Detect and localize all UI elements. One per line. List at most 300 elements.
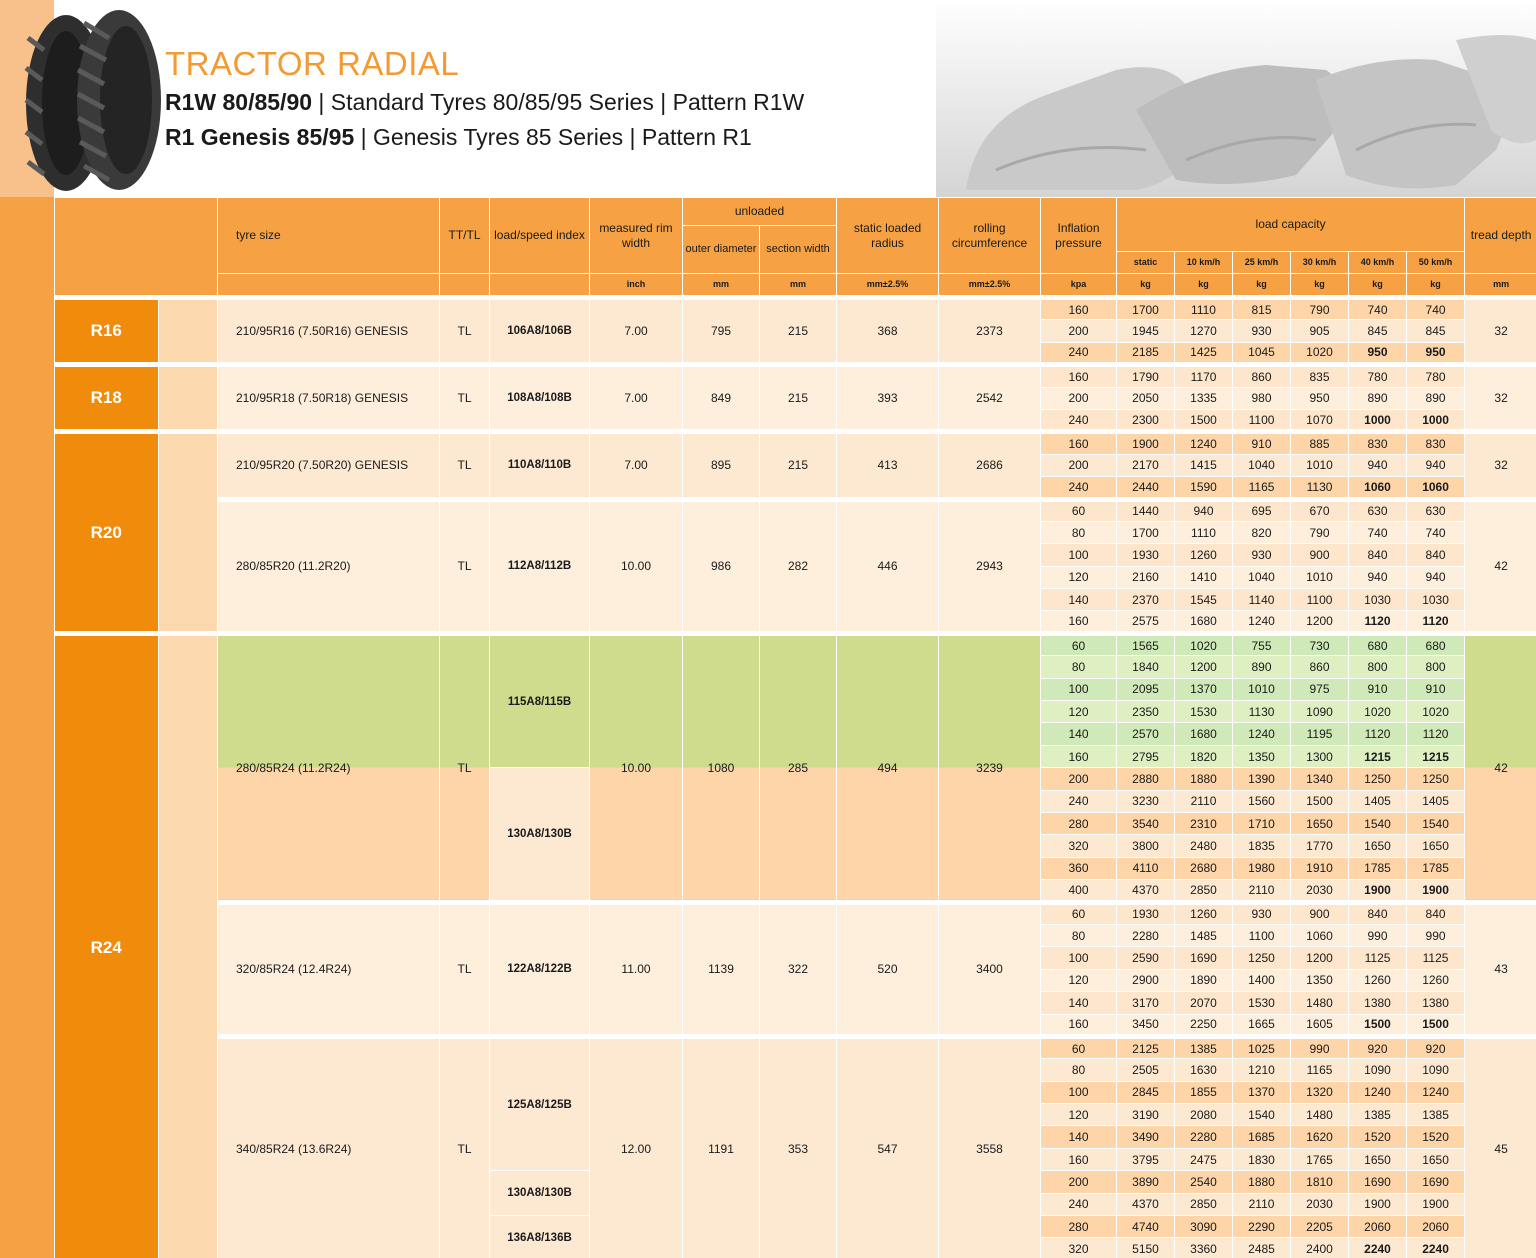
load-capacity-value: 1770: [1291, 835, 1349, 857]
rim-blank-column: [159, 633, 218, 1258]
inflation-pressure-value: 240: [1041, 1193, 1117, 1215]
load-capacity-value: 1480: [1291, 992, 1349, 1014]
load-capacity-value: 3795: [1117, 1148, 1175, 1170]
load-capacity-value: 1300: [1291, 745, 1349, 767]
load-capacity-value: 1020: [1349, 701, 1407, 723]
load-capacity-value: 2095: [1117, 678, 1175, 700]
unit-load-50: kg: [1407, 274, 1465, 298]
col-tread-depth: tread depth: [1465, 198, 1536, 274]
unit-blank-tt: [440, 274, 490, 298]
load-capacity-value: 1900: [1407, 880, 1465, 902]
inflation-pressure-value: 160: [1041, 745, 1117, 767]
tyre-size: 210/95R16 (7.50R16) GENESIS: [218, 298, 440, 365]
inflation-pressure-value: 140: [1041, 589, 1117, 611]
load-capacity-value: 1250: [1349, 768, 1407, 790]
spec-table-body: [55, 298, 1536, 1258]
load-capacity-value: 1650: [1407, 835, 1465, 857]
load-capacity-value: 905: [1291, 320, 1349, 342]
load-capacity-value: 2250: [1175, 1014, 1233, 1036]
load-capacity-value: 1200: [1291, 947, 1349, 969]
load-capacity-value: 780: [1407, 365, 1465, 387]
load-capacity-value: 1260: [1349, 969, 1407, 991]
tractor-tyre-image: [14, 8, 174, 193]
load-capacity-value: 2080: [1175, 1104, 1233, 1126]
load-capacity-value: 1250: [1407, 768, 1465, 790]
load-capacity-value: 1485: [1175, 924, 1233, 946]
load-capacity-value: 1540: [1233, 1104, 1291, 1126]
load-capacity-value: 1790: [1117, 365, 1175, 387]
rim-width: 10.00: [590, 499, 683, 633]
load-capacity-value: 1060: [1291, 924, 1349, 946]
load-capacity-value: 1030: [1349, 589, 1407, 611]
page-header: [0, 0, 1536, 197]
col-speed-1: 10 km/h: [1175, 252, 1233, 274]
rim-size-label: R16: [55, 298, 159, 365]
inflation-pressure-value: 400: [1041, 880, 1117, 902]
tt-tl: TL: [440, 1036, 490, 1258]
load-capacity-value: 740: [1407, 521, 1465, 543]
load-capacity-value: 910: [1233, 432, 1291, 454]
inflation-pressure-value: 100: [1041, 678, 1117, 700]
load-capacity-value: 1270: [1175, 320, 1233, 342]
outer-diameter: 986: [683, 499, 760, 633]
unit-blank-index: [490, 274, 590, 298]
load-capacity-value: 1130: [1233, 701, 1291, 723]
page-title: TRACTOR RADIAL: [165, 45, 460, 82]
col-unloaded: unloaded: [683, 198, 837, 226]
tread-depth: 32: [1465, 432, 1536, 499]
load-speed-index: 130A8/130B: [490, 1171, 590, 1216]
rim-size-label: R20: [55, 432, 159, 634]
load-speed-index: 115A8/115B: [490, 633, 590, 767]
load-capacity-value: 3170: [1117, 992, 1175, 1014]
load-capacity-value: 780: [1349, 365, 1407, 387]
col-speed-3: 30 km/h: [1291, 252, 1349, 274]
unit-load-10: kg: [1175, 274, 1233, 298]
table-row: [55, 633, 1536, 655]
series-name-genesis: R1 Genesis 85/95: [165, 124, 355, 150]
inflation-pressure-value: 60: [1041, 633, 1117, 655]
rim-size-label: R18: [55, 365, 159, 432]
load-capacity-value: 1650: [1291, 812, 1349, 834]
load-capacity-value: 1000: [1407, 409, 1465, 431]
load-capacity-value: 840: [1407, 544, 1465, 566]
load-capacity-value: 1240: [1407, 1081, 1465, 1103]
inflation-pressure-value: 160: [1041, 1148, 1117, 1170]
load-capacity-value: 1260: [1175, 544, 1233, 566]
load-capacity-value: 890: [1349, 387, 1407, 409]
load-capacity-value: 990: [1407, 924, 1465, 946]
load-capacity-value: 800: [1349, 656, 1407, 678]
load-capacity-value: 940: [1175, 499, 1233, 521]
rim-blank-column: [159, 365, 218, 432]
inflation-pressure-value: 200: [1041, 768, 1117, 790]
load-capacity-value: 1340: [1291, 768, 1349, 790]
inflation-pressure-value: 100: [1041, 947, 1117, 969]
inflation-pressure-value: 240: [1041, 477, 1117, 499]
section-width: 215: [760, 432, 837, 499]
rim-width: 11.00: [590, 902, 683, 1036]
load-capacity-value: 885: [1291, 432, 1349, 454]
load-capacity-value: 2680: [1175, 857, 1233, 879]
load-capacity-value: 2795: [1117, 745, 1175, 767]
load-capacity-value: 1030: [1407, 589, 1465, 611]
load-capacity-value: 1785: [1407, 857, 1465, 879]
load-capacity-value: 910: [1407, 678, 1465, 700]
load-capacity-value: 840: [1349, 544, 1407, 566]
load-speed-index: 130A8/130B: [490, 768, 590, 902]
load-capacity-value: 1500: [1407, 1014, 1465, 1036]
load-capacity-value: 2370: [1117, 589, 1175, 611]
load-capacity-value: 2110: [1175, 790, 1233, 812]
load-capacity-value: 2575: [1117, 611, 1175, 633]
load-capacity-value: 2480: [1175, 835, 1233, 857]
load-capacity-value: 1260: [1175, 902, 1233, 924]
load-capacity-value: 2300: [1117, 409, 1175, 431]
load-capacity-value: 1200: [1175, 656, 1233, 678]
static-loaded-radius: 446: [837, 499, 939, 633]
load-capacity-value: 1620: [1291, 1126, 1349, 1148]
inflation-pressure-value: 240: [1041, 342, 1117, 364]
load-capacity-value: 1520: [1349, 1126, 1407, 1148]
unit-load-25: kg: [1233, 274, 1291, 298]
load-capacity-value: 2280: [1117, 924, 1175, 946]
inflation-pressure-value: 240: [1041, 409, 1117, 431]
outer-diameter: 849: [683, 365, 760, 432]
unit-static-radius: mm±2.5%: [837, 274, 939, 298]
load-capacity-value: 1320: [1291, 1081, 1349, 1103]
inflation-pressure-value: 140: [1041, 1126, 1117, 1148]
rolling-circumference: 3239: [939, 633, 1041, 902]
load-capacity-value: 980: [1233, 387, 1291, 409]
load-capacity-value: 630: [1407, 499, 1465, 521]
load-capacity-value: 2350: [1117, 701, 1175, 723]
load-capacity-value: 3890: [1117, 1171, 1175, 1193]
load-capacity-value: 3800: [1117, 835, 1175, 857]
load-capacity-value: 1090: [1407, 1059, 1465, 1081]
load-capacity-value: 740: [1407, 298, 1465, 320]
load-capacity-value: 815: [1233, 298, 1291, 320]
static-loaded-radius: 368: [837, 298, 939, 365]
load-capacity-value: 830: [1349, 432, 1407, 454]
load-capacity-value: 1335: [1175, 387, 1233, 409]
load-capacity-value: 1130: [1291, 477, 1349, 499]
load-capacity-value: 830: [1407, 432, 1465, 454]
load-capacity-value: 680: [1349, 633, 1407, 655]
col-speed-4: 40 km/h: [1349, 252, 1407, 274]
load-capacity-value: 1385: [1349, 1104, 1407, 1126]
inflation-pressure-value: 100: [1041, 1081, 1117, 1103]
tt-tl: TL: [440, 633, 490, 902]
col-rolling-circumference: rolling circumference: [939, 198, 1041, 274]
load-capacity-value: 1195: [1291, 723, 1349, 745]
col-load-capacity: load capacity: [1117, 198, 1465, 252]
load-capacity-value: 1880: [1233, 1171, 1291, 1193]
load-capacity-value: 1370: [1175, 678, 1233, 700]
load-capacity-value: 3090: [1175, 1216, 1233, 1238]
load-capacity-value: 1090: [1349, 1059, 1407, 1081]
inflation-pressure-value: 160: [1041, 1014, 1117, 1036]
header-blank: [55, 198, 218, 298]
load-capacity-value: 1200: [1291, 611, 1349, 633]
load-capacity-value: 2485: [1233, 1238, 1291, 1258]
load-capacity-value: 3230: [1117, 790, 1175, 812]
col-section-width: section width: [760, 226, 837, 274]
inflation-pressure-value: 200: [1041, 1171, 1117, 1193]
inflation-pressure-value: 360: [1041, 857, 1117, 879]
load-capacity-value: 1020: [1407, 701, 1465, 723]
load-capacity-value: 1900: [1349, 1193, 1407, 1215]
load-capacity-value: 1680: [1175, 723, 1233, 745]
inflation-pressure-value: 80: [1041, 656, 1117, 678]
inflation-pressure-value: 80: [1041, 1059, 1117, 1081]
tt-tl: TL: [440, 365, 490, 432]
load-capacity-value: 2440: [1117, 477, 1175, 499]
load-capacity-value: 1385: [1175, 1036, 1233, 1058]
load-capacity-value: 1410: [1175, 566, 1233, 588]
load-capacity-value: 1500: [1291, 790, 1349, 812]
unit-tread-depth: mm: [1465, 274, 1536, 298]
load-capacity-value: 920: [1407, 1036, 1465, 1058]
inflation-pressure-value: 200: [1041, 320, 1117, 342]
table-row: [55, 1036, 1536, 1058]
load-speed-index: 108A8/108B: [490, 365, 590, 432]
load-capacity-value: 1440: [1117, 499, 1175, 521]
load-capacity-value: 1830: [1233, 1148, 1291, 1170]
load-capacity-value: 1900: [1349, 880, 1407, 902]
load-capacity-value: 1500: [1175, 409, 1233, 431]
rim-width: 7.00: [590, 298, 683, 365]
inflation-pressure-value: 320: [1041, 835, 1117, 857]
load-capacity-value: 2170: [1117, 454, 1175, 476]
table-row: [55, 499, 1536, 521]
load-capacity-value: 1630: [1175, 1059, 1233, 1081]
tread-depth: 32: [1465, 365, 1536, 432]
load-capacity-value: 1165: [1291, 1059, 1349, 1081]
load-capacity-value: 4370: [1117, 880, 1175, 902]
load-capacity-value: 820: [1233, 521, 1291, 543]
load-capacity-value: 1370: [1233, 1081, 1291, 1103]
load-capacity-value: 1380: [1407, 992, 1465, 1014]
inflation-pressure-value: 120: [1041, 701, 1117, 723]
inflation-pressure-value: 120: [1041, 969, 1117, 991]
load-capacity-value: 2050: [1117, 387, 1175, 409]
outer-diameter: 1191: [683, 1036, 760, 1258]
section-width: 353: [760, 1036, 837, 1258]
load-speed-index: 136A8/136B: [490, 1216, 590, 1258]
load-capacity-value: 630: [1349, 499, 1407, 521]
load-capacity-value: 740: [1349, 521, 1407, 543]
load-capacity-value: 1020: [1291, 342, 1349, 364]
load-capacity-value: 1060: [1407, 477, 1465, 499]
outer-diameter: 1080: [683, 633, 760, 902]
load-capacity-value: 3190: [1117, 1104, 1175, 1126]
tyre-size: 280/85R24 (11.2R24): [218, 633, 440, 902]
tyre-size: 210/95R20 (7.50R20) GENESIS: [218, 432, 440, 499]
inflation-pressure-value: 160: [1041, 365, 1117, 387]
load-capacity-value: 1210: [1233, 1059, 1291, 1081]
load-capacity-value: 1785: [1349, 857, 1407, 879]
table-row: [55, 432, 1536, 454]
load-capacity-value: 2505: [1117, 1059, 1175, 1081]
load-capacity-value: 2280: [1175, 1126, 1233, 1148]
section-width: 322: [760, 902, 837, 1036]
load-capacity-value: 1425: [1175, 342, 1233, 364]
load-capacity-value: 2290: [1233, 1216, 1291, 1238]
rim-blank-column: [159, 298, 218, 365]
static-loaded-radius: 494: [837, 633, 939, 902]
table-row: [55, 298, 1536, 320]
load-capacity-value: 1820: [1175, 745, 1233, 767]
outer-diameter: 795: [683, 298, 760, 365]
load-capacity-value: 1110: [1175, 521, 1233, 543]
outer-diameter: 895: [683, 432, 760, 499]
load-speed-index: 122A8/122B: [490, 902, 590, 1036]
tt-tl: TL: [440, 298, 490, 365]
series-name-r1w: R1W 80/85/90: [165, 89, 313, 115]
load-capacity-value: 755: [1233, 633, 1291, 655]
load-capacity-value: 1070: [1291, 409, 1349, 431]
load-capacity-value: 730: [1291, 633, 1349, 655]
inflation-pressure-value: 160: [1041, 432, 1117, 454]
load-capacity-value: 1120: [1407, 611, 1465, 633]
tt-tl: TL: [440, 902, 490, 1036]
inflation-pressure-value: 60: [1041, 902, 1117, 924]
col-load-speed-index: load/speed index: [490, 198, 590, 274]
load-capacity-value: 1650: [1349, 1148, 1407, 1170]
load-capacity-value: 695: [1233, 499, 1291, 521]
load-capacity-value: 1040: [1233, 454, 1291, 476]
unit-blank-size: [218, 274, 440, 298]
unit-rolling: mm±2.5%: [939, 274, 1041, 298]
rim-width: 7.00: [590, 365, 683, 432]
col-speed-2: 25 km/h: [1233, 252, 1291, 274]
col-tt-tl: TT/TL: [440, 198, 490, 274]
load-capacity-value: 940: [1407, 454, 1465, 476]
outer-diameter: 1139: [683, 902, 760, 1036]
load-capacity-value: 2845: [1117, 1081, 1175, 1103]
section-width: 285: [760, 633, 837, 902]
tyre-spec-table: [54, 197, 1536, 1258]
load-capacity-value: 900: [1291, 544, 1349, 566]
load-capacity-value: 930: [1233, 320, 1291, 342]
rolling-circumference: 2686: [939, 432, 1041, 499]
load-capacity-value: 2850: [1175, 1193, 1233, 1215]
load-speed-index: 112A8/112B: [490, 499, 590, 633]
rolling-circumference: 2943: [939, 499, 1041, 633]
section-width: 215: [760, 365, 837, 432]
series-description-genesis: | Genesis Tyres 85 Series | Pattern R1: [354, 124, 752, 150]
load-speed-index: 125A8/125B: [490, 1036, 590, 1170]
load-capacity-value: 950: [1349, 342, 1407, 364]
load-capacity-value: 1900: [1117, 432, 1175, 454]
load-capacity-value: 2070: [1175, 992, 1233, 1014]
load-capacity-value: 2240: [1407, 1238, 1465, 1258]
load-capacity-value: 1380: [1349, 992, 1407, 1014]
load-capacity-value: 800: [1407, 656, 1465, 678]
load-capacity-value: 1565: [1117, 633, 1175, 655]
load-capacity-value: 2160: [1117, 566, 1175, 588]
load-speed-index: 106A8/106B: [490, 298, 590, 365]
load-capacity-value: 930: [1233, 902, 1291, 924]
load-capacity-value: 845: [1349, 320, 1407, 342]
tread-depth: 42: [1465, 633, 1536, 902]
load-capacity-value: 1605: [1291, 1014, 1349, 1036]
load-capacity-value: 680: [1407, 633, 1465, 655]
load-capacity-value: 2060: [1407, 1216, 1465, 1238]
load-capacity-value: 3360: [1175, 1238, 1233, 1258]
tread-depth: 32: [1465, 298, 1536, 365]
load-speed-index: 110A8/110B: [490, 432, 590, 499]
load-capacity-value: 1480: [1291, 1104, 1349, 1126]
load-capacity-value: 1545: [1175, 589, 1233, 611]
load-capacity-value: 1530: [1175, 701, 1233, 723]
load-capacity-value: 1540: [1407, 812, 1465, 834]
load-capacity-value: 1540: [1349, 812, 1407, 834]
col-outer-diameter: outer diameter: [683, 226, 760, 274]
unit-load-static: kg: [1117, 274, 1175, 298]
inflation-pressure-value: 240: [1041, 790, 1117, 812]
load-capacity-value: 1060: [1349, 477, 1407, 499]
load-capacity-value: 4110: [1117, 857, 1175, 879]
load-capacity-value: 1840: [1117, 656, 1175, 678]
load-capacity-value: 1010: [1291, 454, 1349, 476]
load-capacity-value: 1100: [1233, 409, 1291, 431]
load-capacity-value: 1025: [1233, 1036, 1291, 1058]
load-capacity-value: 1650: [1407, 1148, 1465, 1170]
load-capacity-value: 1930: [1117, 544, 1175, 566]
rolling-circumference: 2373: [939, 298, 1041, 365]
col-inflation-pressure: Inflation pressure: [1041, 198, 1117, 274]
load-capacity-value: 2475: [1175, 1148, 1233, 1170]
load-capacity-value: 1110: [1175, 298, 1233, 320]
load-capacity-value: 2400: [1291, 1238, 1349, 1258]
table-row: [55, 365, 1536, 387]
load-capacity-value: 790: [1291, 298, 1349, 320]
tyre-size: 210/95R18 (7.50R18) GENESIS: [218, 365, 440, 432]
load-capacity-value: 1100: [1233, 924, 1291, 946]
load-capacity-value: 1010: [1233, 678, 1291, 700]
load-capacity-value: 2240: [1349, 1238, 1407, 1258]
load-capacity-value: 1240: [1175, 432, 1233, 454]
rim-width: 12.00: [590, 1036, 683, 1258]
load-capacity-value: 930: [1233, 544, 1291, 566]
load-capacity-value: 1590: [1175, 477, 1233, 499]
load-capacity-value: 1260: [1407, 969, 1465, 991]
load-capacity-value: 1165: [1233, 477, 1291, 499]
load-capacity-value: 1810: [1291, 1171, 1349, 1193]
load-capacity-value: 990: [1291, 1036, 1349, 1058]
tyre-size: 320/85R24 (12.4R24): [218, 902, 440, 1036]
load-capacity-value: 1385: [1407, 1104, 1465, 1126]
load-capacity-value: 950: [1407, 342, 1465, 364]
load-capacity-value: 1125: [1407, 947, 1465, 969]
load-capacity-value: 1120: [1349, 611, 1407, 633]
load-capacity-value: 1140: [1233, 589, 1291, 611]
load-capacity-value: 1910: [1291, 857, 1349, 879]
inflation-pressure-value: 280: [1041, 812, 1117, 834]
load-capacity-value: 2060: [1349, 1216, 1407, 1238]
load-capacity-value: 2880: [1117, 768, 1175, 790]
col-static-radius: static loaded radius: [837, 198, 939, 274]
load-capacity-value: 975: [1291, 678, 1349, 700]
load-capacity-value: 1700: [1117, 298, 1175, 320]
load-capacity-value: 2205: [1291, 1216, 1349, 1238]
unit-rim-width: inch: [590, 274, 683, 298]
load-capacity-value: 1240: [1233, 611, 1291, 633]
load-capacity-value: 2900: [1117, 969, 1175, 991]
col-speed-5: 50 km/h: [1407, 252, 1465, 274]
